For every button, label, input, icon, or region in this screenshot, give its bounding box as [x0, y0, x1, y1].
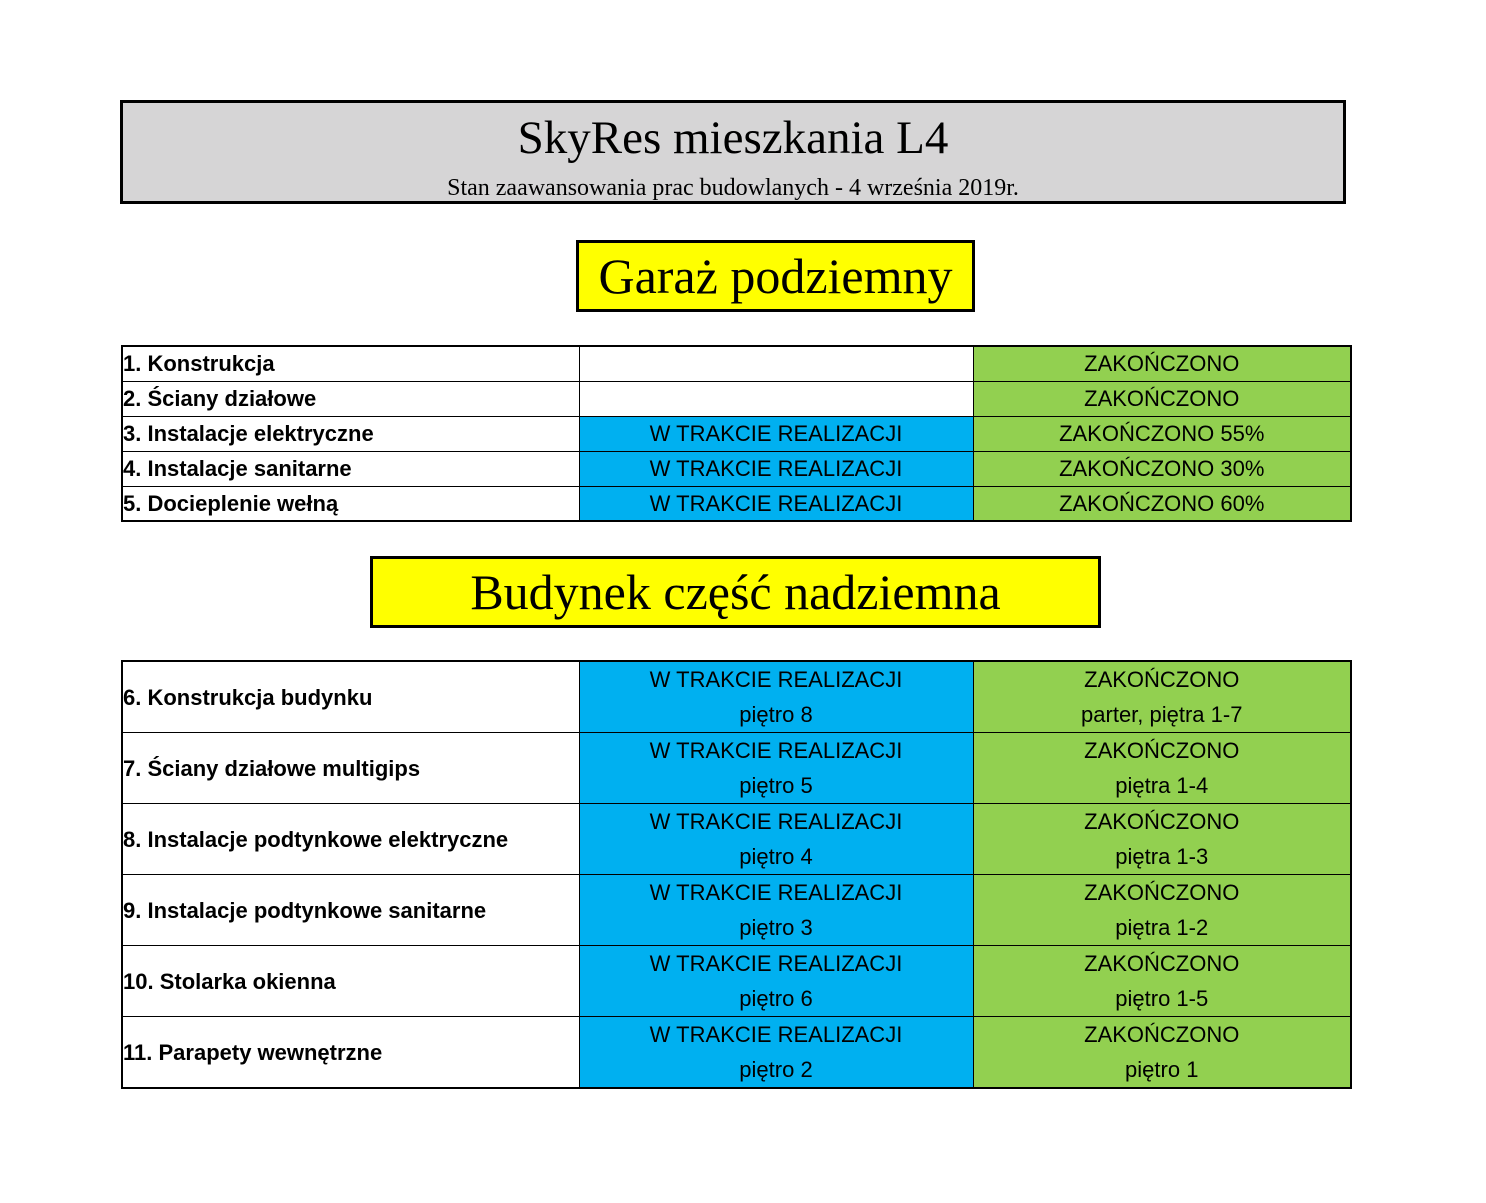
in-progress-cell: [579, 946, 973, 1017]
done-cell: [973, 875, 1351, 946]
done-detail: piętro 1: [1125, 1057, 1199, 1082]
task-label: 9. Instalacje podtynkowe sanitarne: [122, 875, 579, 946]
done-cell: ZAKOŃCZONO 55%: [973, 416, 1351, 451]
task-label: 2. Ściany działowe: [122, 381, 579, 416]
task-label: 4. Instalacje sanitarne: [122, 451, 579, 486]
done-cell: ZAKOŃCZONO: [973, 381, 1351, 416]
done-cell: ZAKOŃCZONO: [973, 346, 1351, 381]
garage-status-table: [121, 345, 1352, 522]
in-progress-cell: [579, 804, 973, 875]
in-progress-status: W TRAKCIE REALIZACJI: [649, 809, 903, 834]
in-progress-detail: piętro 6: [739, 986, 813, 1011]
done-status: ZAKOŃCZONO: [1084, 667, 1240, 692]
done-cell: [973, 946, 1351, 1017]
in-progress-detail: piętro 3: [739, 915, 813, 940]
in-progress-status: W TRAKCIE REALIZACJI: [649, 1022, 903, 1047]
in-progress-cell: W TRAKCIE REALIZACJI: [579, 451, 973, 486]
table-row: [122, 1017, 1351, 1089]
document-header: [120, 100, 1346, 204]
done-status: ZAKOŃCZONO: [1084, 809, 1240, 834]
done-cell: [973, 733, 1351, 804]
in-progress-cell: [579, 381, 973, 416]
task-label: 10. Stolarka okienna: [122, 946, 579, 1017]
task-label: 5. Docieplenie wełną: [122, 486, 579, 521]
building-status-table: [121, 660, 1352, 1089]
table-row: [122, 804, 1351, 875]
table-row: [122, 451, 1351, 486]
in-progress-cell: [579, 346, 973, 381]
done-detail: piętra 1-2: [1115, 915, 1209, 940]
in-progress-detail: piętro 4: [739, 844, 813, 869]
in-progress-status: W TRAKCIE REALIZACJI: [649, 880, 903, 905]
table-row: [122, 875, 1351, 946]
done-cell: ZAKOŃCZONO 30%: [973, 451, 1351, 486]
in-progress-status: W TRAKCIE REALIZACJI: [649, 951, 903, 976]
done-cell: ZAKOŃCZONO 60%: [973, 486, 1351, 521]
done-detail: piętra 1-4: [1115, 773, 1209, 798]
section-title-garage: Garaż podziemny: [576, 240, 975, 312]
in-progress-cell: [579, 661, 973, 733]
table-row: [122, 416, 1351, 451]
task-label: 3. Instalacje elektryczne: [122, 416, 579, 451]
table-row: [122, 661, 1351, 733]
in-progress-cell: W TRAKCIE REALIZACJI: [579, 486, 973, 521]
done-cell: [973, 1017, 1351, 1089]
table-row: [122, 946, 1351, 1017]
in-progress-cell: [579, 733, 973, 804]
document-title: SkyRes mieszkania L4: [517, 112, 949, 164]
in-progress-detail: piętro 2: [739, 1057, 813, 1082]
done-detail: piętra 1-3: [1115, 844, 1209, 869]
table-row: [122, 486, 1351, 521]
in-progress-status: W TRAKCIE REALIZACJI: [649, 667, 903, 692]
document-subtitle: Stan zaawansowania prac budowlanych - 4 września 2019r.: [447, 175, 1019, 201]
in-progress-detail: piętro 5: [739, 773, 813, 798]
done-status: ZAKOŃCZONO: [1084, 951, 1240, 976]
done-status: ZAKOŃCZONO: [1084, 1022, 1240, 1047]
in-progress-cell: [579, 875, 973, 946]
task-label: 7. Ściany działowe multigips: [122, 733, 579, 804]
done-status: ZAKOŃCZONO: [1084, 880, 1240, 905]
done-detail: parter, piętra 1-7: [1081, 702, 1243, 727]
section-title-building: Budynek część nadziemna: [370, 556, 1101, 628]
task-label: 11. Parapety wewnętrzne: [122, 1017, 579, 1089]
in-progress-status: W TRAKCIE REALIZACJI: [649, 738, 903, 763]
table-row: [122, 733, 1351, 804]
table-row: [122, 346, 1351, 381]
done-cell: [973, 804, 1351, 875]
in-progress-detail: piętro 8: [739, 702, 813, 727]
task-label: 8. Instalacje podtynkowe elektryczne: [122, 804, 579, 875]
done-status: ZAKOŃCZONO: [1084, 738, 1240, 763]
in-progress-cell: [579, 1017, 973, 1089]
done-detail: piętro 1-5: [1115, 986, 1209, 1011]
task-label: 1. Konstrukcja: [122, 346, 579, 381]
table-row: [122, 381, 1351, 416]
task-label: 6. Konstrukcja budynku: [122, 661, 579, 733]
in-progress-cell: W TRAKCIE REALIZACJI: [579, 416, 973, 451]
done-cell: [973, 661, 1351, 733]
